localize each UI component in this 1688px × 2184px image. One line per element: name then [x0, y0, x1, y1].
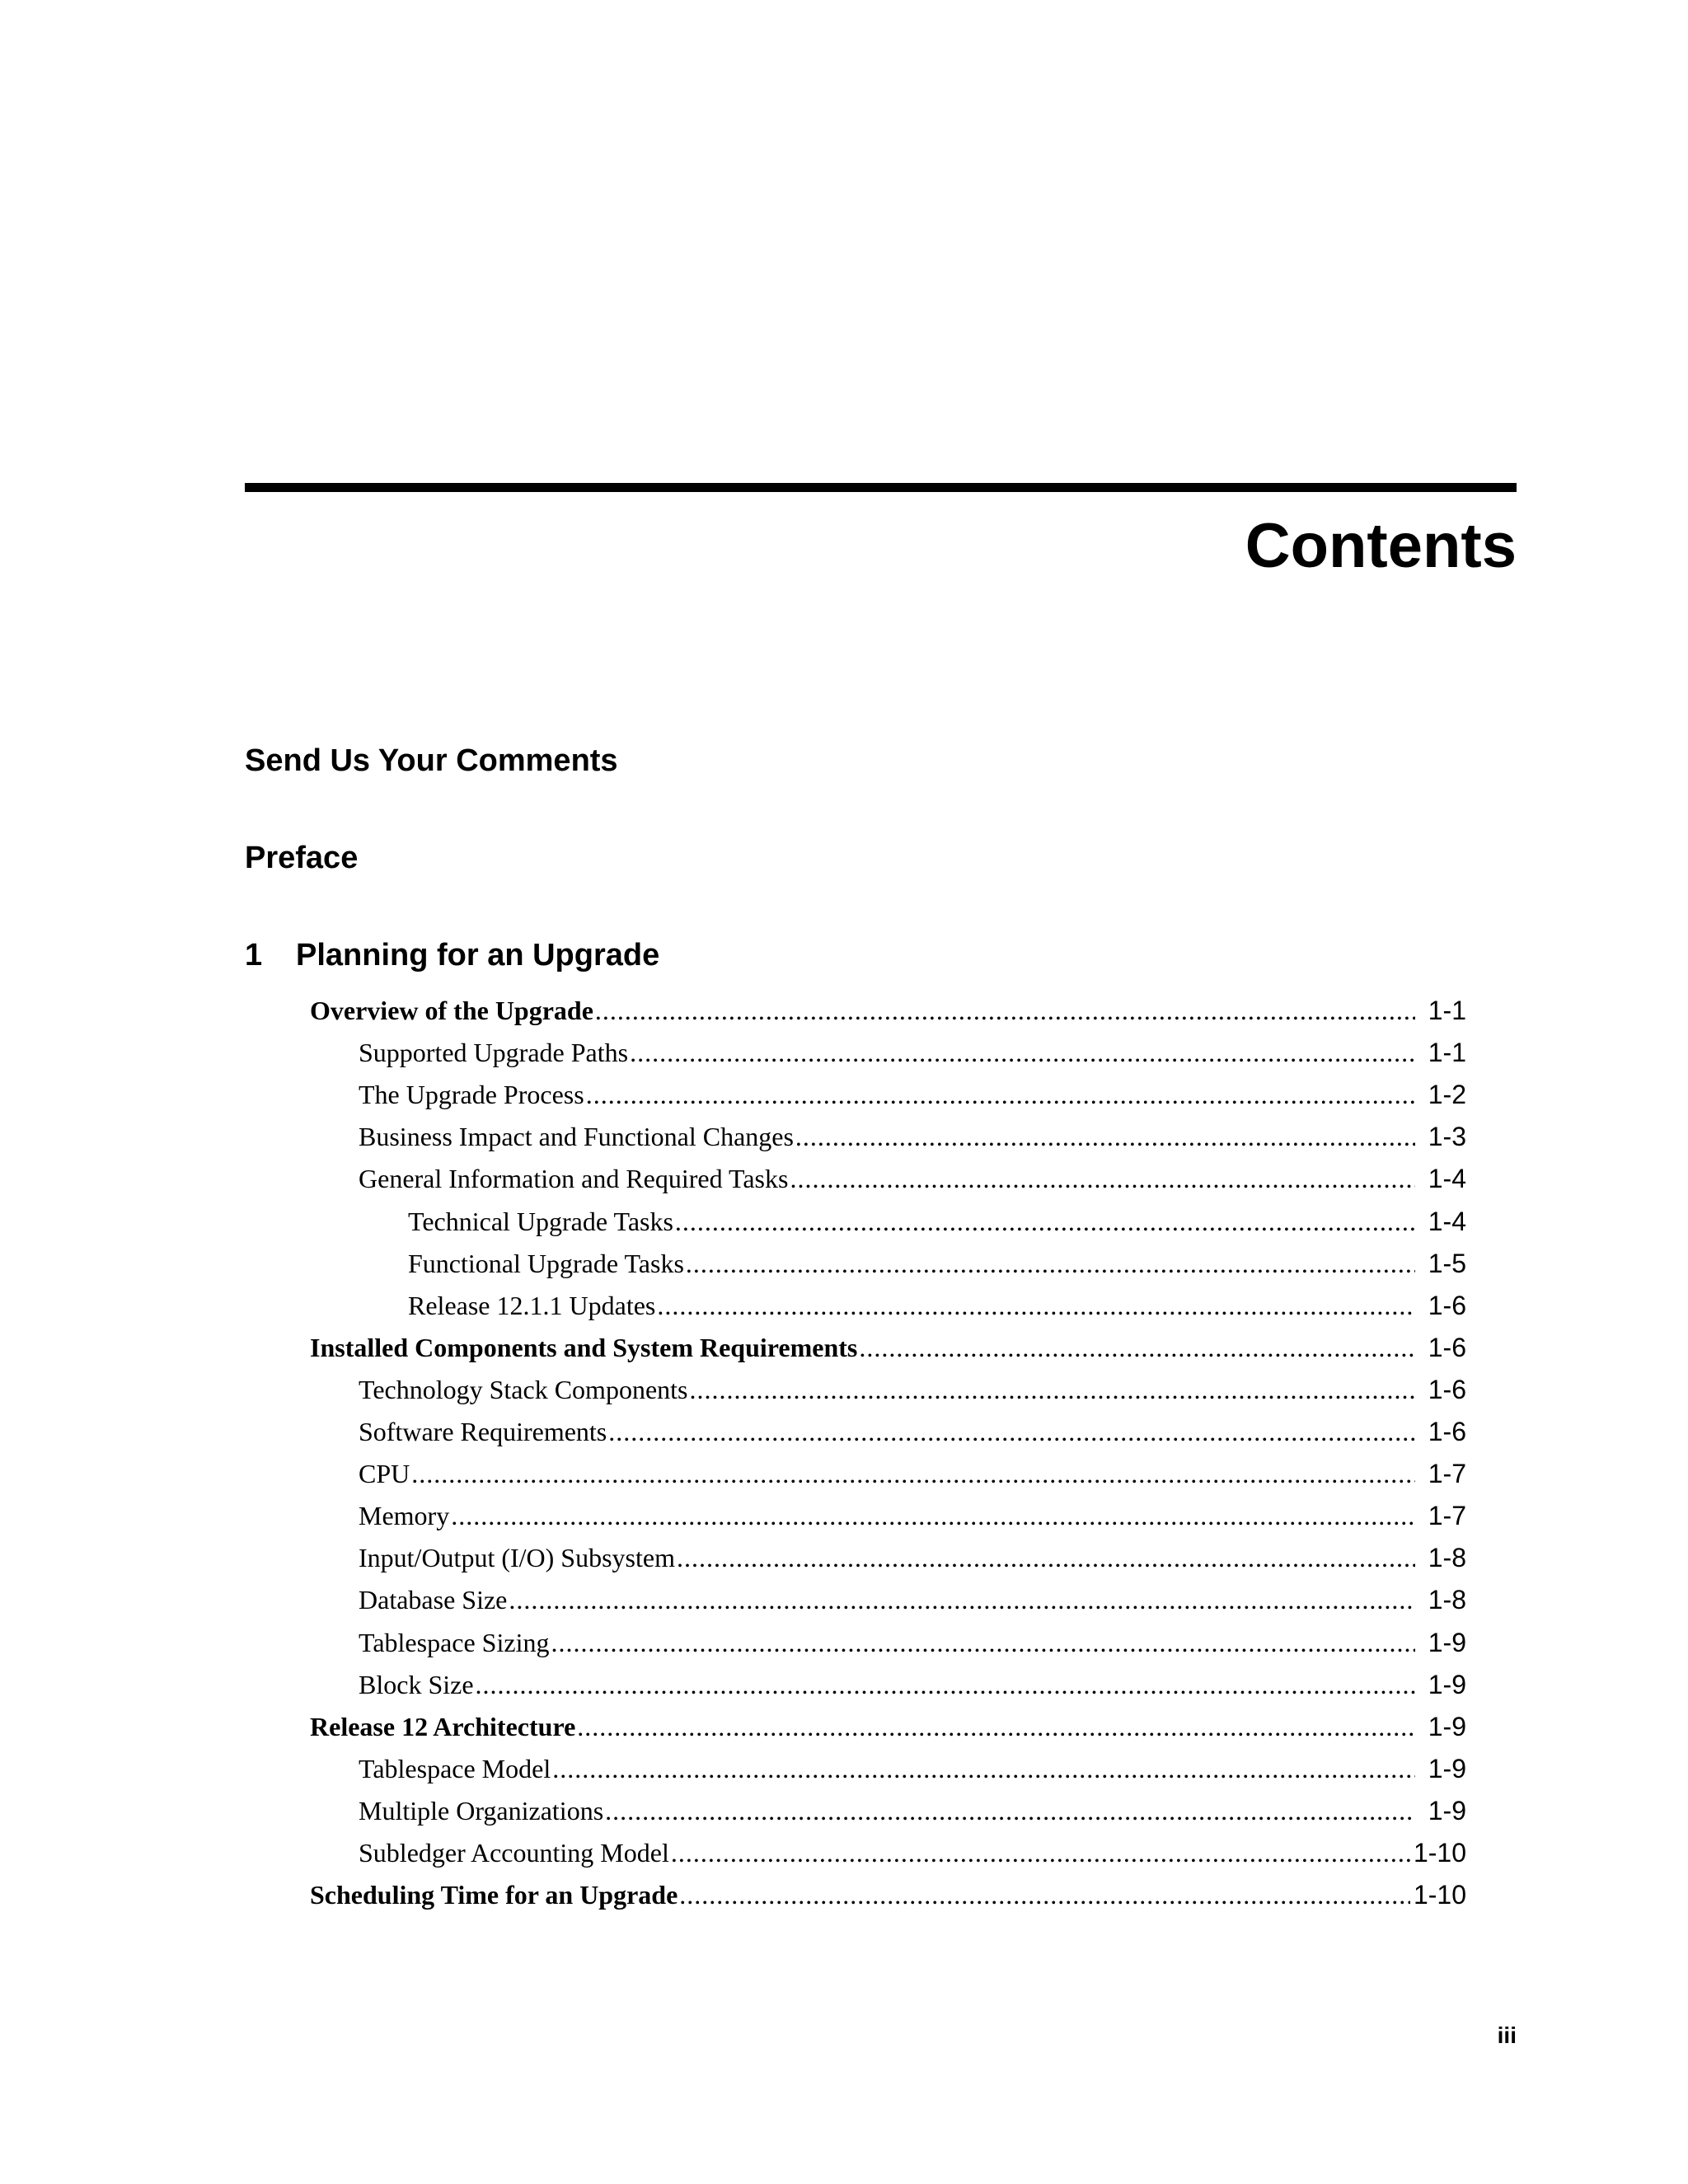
- toc-dot-leader: [595, 990, 1415, 1032]
- toc-heading-chapter-1[interactable]: [245, 940, 659, 971]
- chapter-title: Planning for an Upgrade: [296, 938, 660, 972]
- toc-dot-leader: [689, 1369, 1415, 1411]
- toc-entry[interactable]: [310, 1706, 1466, 1748]
- toc-entry[interactable]: [359, 1369, 1466, 1411]
- toc-heading-send-comments[interactable]: Send Us Your Comments: [245, 743, 618, 778]
- toc-dot-leader: [675, 1201, 1415, 1243]
- toc-entry[interactable]: [359, 1748, 1466, 1790]
- toc-entry-page: 1-4: [1428, 1206, 1466, 1236]
- toc-entry-page: 1-6: [1428, 1417, 1466, 1446]
- toc-entry-page: 1-7: [1428, 1459, 1466, 1489]
- toc-heading-preface[interactable]: Preface: [245, 841, 359, 875]
- page-number: iii: [1497, 2022, 1517, 2048]
- toc-entry[interactable]: [310, 1327, 1466, 1369]
- toc-entry[interactable]: [408, 1201, 1466, 1243]
- toc-dot-leader: [605, 1790, 1415, 1832]
- toc-entry-page: 1-9: [1428, 1669, 1466, 1699]
- toc-entry-label: Tablespace Model: [359, 1753, 551, 1783]
- toc-entry[interactable]: [359, 1074, 1466, 1116]
- toc-dot-leader: [790, 1158, 1415, 1200]
- toc-dot-leader: [509, 1579, 1415, 1621]
- toc-entry-page: 1-2: [1428, 1080, 1466, 1110]
- toc-entry[interactable]: [359, 1453, 1466, 1495]
- toc-dot-leader: [552, 1748, 1415, 1790]
- toc-entry-label: Tablespace Sizing: [359, 1627, 550, 1657]
- toc-entry-label: Technology Stack Components: [359, 1374, 688, 1404]
- toc-entry-label: Supported Upgrade Paths: [359, 1038, 629, 1068]
- toc-entry[interactable]: [359, 1664, 1466, 1706]
- toc-entry-label: Installed Components and System Requirements: [310, 1332, 858, 1362]
- toc-entry-page: 1-8: [1428, 1543, 1466, 1573]
- toc-entry-label: Functional Upgrade Tasks: [408, 1248, 684, 1278]
- toc-entry[interactable]: [310, 1874, 1466, 1916]
- toc-entry-page: 1-1: [1428, 1038, 1466, 1068]
- toc-dot-leader: [630, 1032, 1415, 1074]
- toc-dot-leader: [476, 1664, 1415, 1706]
- toc-entry-label: Subledger Accounting Model: [359, 1838, 669, 1868]
- toc-dot-leader: [551, 1622, 1415, 1664]
- toc-entry[interactable]: [408, 1243, 1466, 1285]
- toc-dot-leader: [686, 1243, 1415, 1285]
- toc-dot-leader: [586, 1074, 1415, 1116]
- toc-entry[interactable]: [359, 1032, 1466, 1074]
- toc-dot-leader: [657, 1285, 1415, 1327]
- toc-dot-leader: [795, 1116, 1415, 1158]
- toc-entry[interactable]: [310, 990, 1466, 1032]
- toc-entry-page: 1-7: [1428, 1501, 1466, 1531]
- chapter-number: 1: [245, 938, 263, 972]
- toc-dot-leader: [451, 1495, 1415, 1537]
- toc-entry-label: Scheduling Time for an Upgrade: [310, 1880, 678, 1910]
- toc-entry-page: 1-10: [1413, 1880, 1466, 1910]
- toc-entry-page: 1-6: [1428, 1332, 1466, 1362]
- toc-entry-label: Multiple Organizations: [359, 1795, 604, 1825]
- toc-entry-page: 1-9: [1428, 1711, 1466, 1741]
- toc-entry-page: 1-4: [1428, 1164, 1466, 1194]
- toc-dot-leader: [411, 1453, 1415, 1495]
- toc-entry-label: The Upgrade Process: [359, 1080, 584, 1110]
- toc-entry[interactable]: [359, 1622, 1466, 1664]
- toc-entry-page: 1-6: [1428, 1290, 1466, 1320]
- toc-entry-page: 1-1: [1428, 996, 1466, 1025]
- page-title: Contents: [1245, 511, 1517, 581]
- toc-entry-page: 1-3: [1428, 1122, 1466, 1152]
- toc-entry-label: Business Impact and Functional Changes: [359, 1122, 794, 1152]
- toc-dot-leader: [859, 1327, 1415, 1369]
- toc-entry-label: Technical Upgrade Tasks: [408, 1206, 673, 1236]
- toc-entry-label: General Information and Required Tasks: [359, 1164, 789, 1194]
- toc-entry[interactable]: [359, 1116, 1466, 1158]
- toc-entry-label: Input/Output (I/O) Subsystem: [359, 1543, 675, 1573]
- toc-entry[interactable]: [359, 1537, 1466, 1579]
- toc-entry-page: 1-8: [1428, 1585, 1466, 1615]
- toc-entry-label: Release 12 Architecture: [310, 1711, 576, 1741]
- toc-entry-label: Database Size: [359, 1585, 508, 1615]
- toc-entry-label: Memory: [359, 1501, 450, 1531]
- toc-entry-label: Release 12.1.1 Updates: [408, 1290, 656, 1320]
- toc-entry-page: 1-10: [1413, 1838, 1466, 1868]
- toc-entry-page: 1-9: [1428, 1795, 1466, 1825]
- toc-entry-label: CPU: [359, 1459, 410, 1489]
- toc-entry-page: 1-9: [1428, 1627, 1466, 1657]
- toc-dot-leader: [679, 1874, 1410, 1916]
- toc-entry-page: 1-6: [1428, 1374, 1466, 1404]
- toc-entry[interactable]: [359, 1411, 1466, 1453]
- toc-entry-label: Overview of the Upgrade: [310, 996, 593, 1025]
- toc-entry[interactable]: [359, 1790, 1466, 1832]
- toc-dot-leader: [671, 1832, 1410, 1874]
- title-rule: [245, 483, 1517, 492]
- toc-entry[interactable]: [359, 1495, 1466, 1537]
- toc-dot-leader: [608, 1411, 1415, 1453]
- toc-dot-leader: [577, 1706, 1415, 1748]
- toc-entry[interactable]: [408, 1285, 1466, 1327]
- toc-entry[interactable]: [359, 1832, 1466, 1874]
- toc-dot-leader: [677, 1537, 1415, 1579]
- toc-entry-label: Software Requirements: [359, 1417, 607, 1446]
- toc-entry[interactable]: [359, 1158, 1466, 1200]
- toc-entry-label: Block Size: [359, 1669, 474, 1699]
- toc-entry-page: 1-9: [1428, 1753, 1466, 1783]
- toc-entry[interactable]: [359, 1579, 1466, 1621]
- toc-entry-page: 1-5: [1428, 1248, 1466, 1278]
